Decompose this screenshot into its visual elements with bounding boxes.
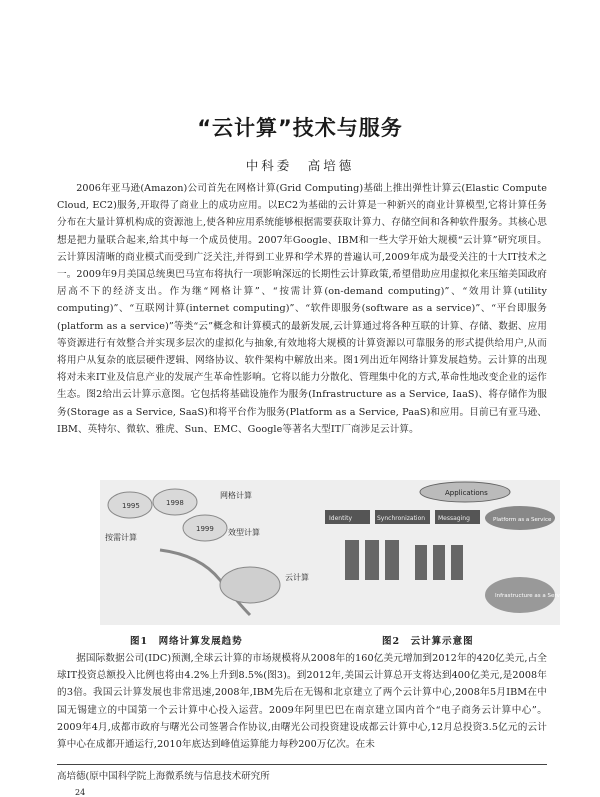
figure-1-caption: 图1 网络计算发展趋势 <box>130 636 243 647</box>
footer-affiliation: 高培德(原中国科学院上海微系统与信息技术研究所 <box>57 771 270 782</box>
figure-1-network-computing-trend <box>100 480 345 625</box>
figure-2-cloud-schematic <box>315 480 568 625</box>
fig2-label-b1: Identity <box>329 515 352 522</box>
fig2-label-b2: Synchronization <box>377 515 426 522</box>
fig1-label-grid: 网格计算 <box>220 491 252 500</box>
fig1-label-1995: 1995 <box>122 502 140 510</box>
fig2-label-platform: Platform as a Service <box>493 517 552 523</box>
article-authors: 中科委 高培德 <box>245 158 355 173</box>
article-title: “云计算”技术与服务 <box>197 116 403 140</box>
fig2-label-b3: Messaging <box>438 515 470 522</box>
figure-2-caption: 图2 云计算示意图 <box>382 636 474 647</box>
fig1-label-1999: 1999 <box>196 525 214 533</box>
fig2-label-applications: Applications <box>445 489 488 497</box>
footer-rule <box>57 764 547 765</box>
fig2-label-infra: Infrastructure as a Service <box>495 593 568 599</box>
fig1-bubble-cloud <box>220 567 280 603</box>
body-paragraph-1: 2006年亚马逊(Amazon)公司首先在网格计算(Grid Computing)基础上推出弹性计算云(Elastic Compute Cloud, EC2)服务,开取得了商业上的成功应用。以EC2为基础的云计算是一种新兴的商业计算模型,它将计算任务分布在大量计算机构成的资源池上,使各种应用系统能够根据需要获取计算力、存储空间和各种软件服务。其核心思想是把力量联合起来,给其中每一个成员使用。2007年Google、IBM和一些大学开始大规模“云计算”研究项目。云计算因清晰的商业模式而受到广泛关注,并得到工业界和学术界的普遍认可,2009年成为最受关注的十大IT技术之一。2009年9月美国总统奥巴马宣布将执行一项影响深远的长期性云计算政策,希望借助应用虚拟化来压缩美国政府居高不下的经济支出。作为继“网格计算”、“按需计算(on-demand computing)”、“效用计算(utility computing)”、“互联网计算(internet computing)”、“软件即服务(software as a service)”、“平台即服务(platform as a service)”等类“云”概念和计算模式的最新发展,云计算通过将各种互联的计算、存储、数据、应用等资源进行有效整合并实现多层次的虚拟化与抽象,有效地将大规模的计算资源以可靠服务的形式提供给用户,从而将用户从复杂的底层硬件逻辑、网络协议、软件架构中解放出来。图1列出近年网络计算发展趋势。云计算的出现将对未来IT业及信息产业的发展产生革命性影响。它将以能力分散化、管理集中化的方式,革命性地改变企业的运作生态。图2给出云计算示意图。它包括将基础设施作为服务(Infrastructure as a Service, IaaS)、将存储作为服务(Storage as a Service, SaaS)和将平台作为服务(Platform as a Service, PaaS)和应用。目前已有亚马逊、IBM、英特尔、微软、雅虎、Sun、EMC、Google等著名大型IT厂商涉足云计算。 <box>57 183 547 435</box>
fig1-label-1998: 1998 <box>166 499 184 507</box>
fig1-label-cloud: 云计算 <box>285 573 309 582</box>
body-paragraph-2: 据国际数据公司(IDC)预测,全球云计算的市场规模将从2008年的160亿美元增加到2012年的420亿美元,占全球IT投资总额投入比例也将由4.2%上升到8.5%(图3)。到2012年,美国云计算总开支将达到400亿美元,是2008年的3倍。我国云计算发展也非常迅速,2008年,IBM先后在无锡和北京建立了两个云计算中心,2008年5月IBM在中国无锡建立的中国第一个云计算中心投入运营。2009年阿里巴巴在南京建立国内首个“电子商务云计算中心”。2009年4月,成都市政府与曙光公司签署合作协议,由曙光公司投资建设成都云计算中心,12月总投资3.5亿元的云计算中心在成都开通运行,2010年底达到峰值运算能力每秒200万亿次。在未 <box>57 653 547 751</box>
fig1-label-ondemand: 按需计算 <box>105 533 137 542</box>
fig1-label-utility: 效型计算 <box>228 528 260 537</box>
page-number: 24 <box>75 788 86 797</box>
